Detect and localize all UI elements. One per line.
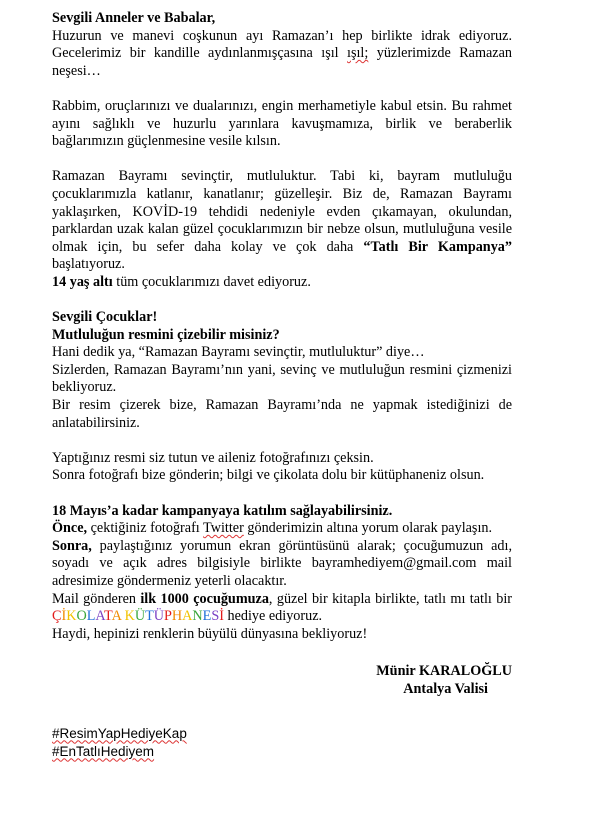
- step-second: Sonra, paylaştığınız yorumun ekran görüntüsünü alarak; çocuğumuzun adı, soyadı ve açık adres bilgisiyle birlikte bayramhediyem@gmail.com mail adresimize göndermeniz yeterli olacaktır.: [52, 537, 512, 589]
- age-limit: 14 yaş altı: [52, 273, 113, 290]
- rainbow-letter: S: [211, 608, 220, 625]
- rainbow-letter: P: [164, 608, 172, 625]
- closing-line: Haydi, hepinizi renklerin büyülü dünyasına bekliyoruz!: [52, 625, 368, 642]
- step-first: Önce, çektiğiniz fotoğrafı Twitter gönderimizin altına yorum olarak paylaşın.: [52, 520, 493, 537]
- rainbow-letter: Ç: [52, 608, 62, 625]
- children-heading: Sevgili Çocuklar!: [52, 309, 158, 326]
- chocolate-library-rainbow-text: [52, 608, 224, 624]
- photo-line-2: Sonra fotoğrafı bize gönderin; bilgi ve çikolata dolu bir kütüphaneniz olsun.: [52, 467, 485, 484]
- spell-flagged-word: ışıl;: [347, 45, 369, 62]
- rainbow-letter: L: [86, 608, 96, 625]
- paragraph-intro: Huzurun ve manevi coşkunun ayı Ramazan’ı hep birlikte idrak ediyoruz. Gecelerimiz bir kandille aydınlanmışçasına ışıl ışıl; yüzlerimizde Ramazan neşesi…: [52, 27, 512, 79]
- paragraph-prayer: Rabbim, oruçlarınızı ve dualarınızı, engin merhametiyle kabul etsin. Bu rahmet ayını sağlıklı ve huzurlu yarınlara kavuşmamıza, birlik ve beraberlik bağlarımızın güçlenmesine vesile kılsın.: [52, 97, 512, 150]
- rainbow-letter: A: [111, 608, 122, 625]
- greeting: Sevgili Anneler ve Babalar,: [52, 10, 216, 26]
- signature-title: Antalya Valisi: [403, 680, 488, 697]
- rainbow-letter: T: [145, 608, 154, 625]
- campaign-name: “Tatlı Bir Kampanya”: [363, 238, 512, 255]
- rainbow-letter: N: [192, 608, 203, 625]
- rainbow-letter: E: [202, 608, 212, 625]
- rainbow-letter: Ü: [134, 608, 146, 625]
- hashtag-2: #EnTatlıHediyem: [52, 743, 155, 759]
- photo-line-1: Yaptığınız resmi siz tutun ve aileniz fotoğrafınızı çeksin.: [52, 449, 374, 466]
- rainbow-letter: A: [95, 608, 105, 625]
- rainbow-letter: T: [104, 608, 112, 625]
- rainbow-letter: K: [66, 608, 77, 625]
- twitter-word: Twitter: [203, 520, 244, 537]
- children-line-2: Sizlerden, Ramazan Bayramı’nın yani, sevinç ve mutluluğun resmini çizmenizi bekliyoruz.: [52, 361, 512, 396]
- rainbow-letter: O: [76, 608, 87, 625]
- paragraph-campaign: Ramazan Bayramı sevinçtir, mutluluktur. Tabi ki, bayram mutluluğu çocuklarımızla katlanır, kanatlanır; güzelleşir. Biz de, Ramazan Bayramı yaklaşırken, KOVİD-19 tehdidi nedeniyle evden çıkamayan, okulundan, parklardan uzak kalan güzel çocuklarımızın bir nebze olsun, mutluluğuna vesile olmak için, bu sefer daha kolay ve çok daha “Tatlı Bir Kampanya” başlatıyoruz. 14 yaş altı tüm çocuklarımızı davet ediyoruz.: [52, 168, 512, 290]
- children-line-3: Bir resim çizerek bize, Ramazan Bayramı’nda ne yapmak istediğinizi de anlatabilirsiniz.: [52, 397, 512, 431]
- rainbow-letter: İ: [219, 608, 224, 625]
- prize-line: Mail gönderen ilk 1000 çocuğumuza, güzel bir kitapla birlikte, tatlı mı tatlı bir ÇİKOLATA KÜTÜPHANESİ hediye ediyoruz.: [52, 590, 512, 625]
- letter-page: [52, 10, 512, 761]
- rainbow-letter: İ: [61, 608, 67, 625]
- hashtag-1: #ResimYapHediyeKap: [52, 725, 187, 741]
- hashtags: [52, 725, 512, 761]
- rainbow-letter: K: [124, 608, 135, 625]
- children-line-1: Hani dedik ya, “Ramazan Bayramı sevinçtir, mutluluktur” diye…: [52, 344, 425, 361]
- children-question: Mutluluğun resmini çizebilir misiniz?: [52, 326, 280, 343]
- rainbow-letter: A: [182, 608, 193, 625]
- signature: [52, 663, 512, 698]
- rainbow-letter: H: [171, 608, 183, 625]
- rainbow-letter: Ü: [153, 608, 165, 625]
- signature-name: Münir KARALOĞLU: [376, 663, 512, 680]
- deadline-heading: 18 Mayıs’a kadar kampanyaya katılım sağlayabilirsiniz.: [52, 502, 393, 519]
